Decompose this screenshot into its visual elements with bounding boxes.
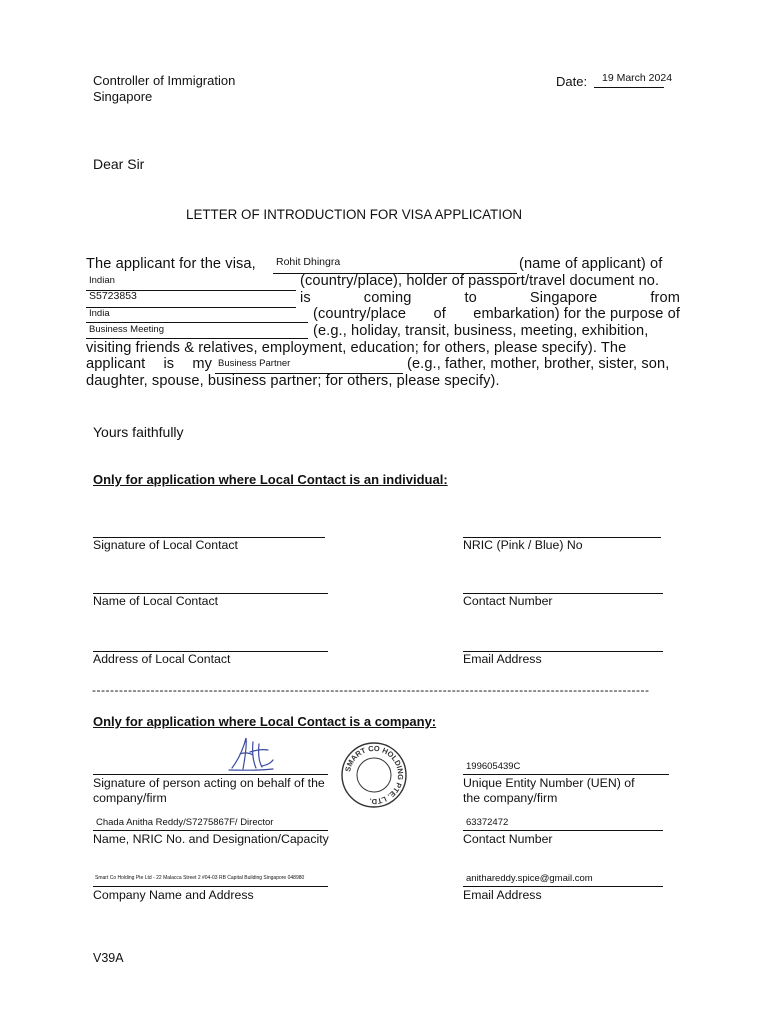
uen-value[interactable]: 199605439C [466, 761, 521, 772]
local-name-label: Name of Local Contact [93, 594, 219, 608]
para-text: (name of applicant) of [519, 256, 663, 272]
para-word: of [433, 306, 446, 322]
company-name-line[interactable] [93, 886, 328, 887]
uen-label-2: the company/firm [463, 791, 558, 805]
para-text: The applicant for the visa, [86, 256, 256, 272]
salutation: Dear Sir [93, 156, 145, 172]
para-line-3 [300, 290, 680, 306]
para-word: from [650, 290, 680, 306]
para-word: is [300, 290, 311, 306]
relationship-value[interactable]: Business Partner [218, 358, 291, 369]
name-nric-value[interactable]: Chada Anitha Reddy/S7275867F/ Director [96, 817, 274, 828]
embarkation-underline [86, 322, 308, 323]
company-signature-label-2: company/firm [93, 791, 167, 805]
para-word: (country/place [313, 306, 407, 322]
company-contact-line[interactable] [463, 830, 663, 831]
company-signature-line[interactable] [93, 774, 328, 775]
para-word: Singapore [529, 290, 598, 306]
company-email-value[interactable]: anithareddy.spice@gmail.com [466, 873, 593, 884]
uen-label-1: Unique Entity Number (UEN) of [463, 776, 635, 790]
company-stamp [339, 740, 409, 810]
local-signature-label: Signature of Local Contact [93, 538, 238, 552]
country-value[interactable]: Indian [89, 275, 115, 286]
name-nric-line[interactable] [93, 830, 328, 831]
uen-line[interactable] [463, 774, 669, 775]
local-contact-label: Contact Number [463, 594, 553, 608]
company-email-line[interactable] [463, 886, 663, 887]
individual-section-heading: Only for application where Local Contact is an individual: [93, 472, 448, 487]
form-code: V39A [93, 951, 124, 965]
applicant-name-value[interactable]: Rohit Dhingra [276, 256, 341, 268]
para-text: (e.g., holiday, transit, business, meeting, exhibition, [313, 323, 649, 339]
addressee-line-2: Singapore [93, 89, 153, 104]
company-signature-label-1: Signature of person acting on behalf of the [93, 776, 325, 790]
para-text: (e.g., father, mother, brother, sister, son, [407, 356, 670, 372]
nric-label: NRIC (Pink / Blue) No [463, 538, 583, 552]
company-section-heading: Only for application where Local Contact is a company: [93, 714, 437, 729]
para-word: applicant [86, 356, 146, 372]
company-contact-value[interactable]: 63372472 [466, 817, 509, 828]
passport-underline [86, 307, 296, 308]
company-name-label: Company Name and Address [93, 888, 254, 902]
purpose-underline [86, 338, 308, 339]
signature-mark [226, 732, 276, 776]
para-text: (country/place), holder of passport/travel document no. [300, 273, 660, 289]
company-name-address-value[interactable]: Smart Co Holding Pte Ltd - 22 Malacca Street 2 #04-03 RB Capital Building Singapore 048980 [95, 875, 305, 881]
para-line-6: visiting friends & relatives, employment, education; for others, please specify). The [86, 340, 627, 356]
local-email-label: Email Address [463, 652, 542, 666]
para-word: to [464, 290, 477, 306]
passport-value[interactable]: S5723853 [89, 290, 137, 302]
para-word: coming [363, 290, 412, 306]
purpose-value[interactable]: Business Meeting [89, 324, 164, 335]
closing: Yours faithfully [93, 424, 184, 440]
company-email-label: Email Address [463, 888, 542, 902]
name-nric-label: Name, NRIC No. and Designation/Capacity [93, 832, 329, 846]
stamp-text: SMART CO HOLDING PTE. LTD. [343, 743, 406, 807]
para-line-8: daughter, spouse, business partner; for others, please specify). [86, 373, 500, 389]
letter-title: LETTER OF INTRODUCTION FOR VISA APPLICATION [186, 207, 523, 222]
date-label: Date: [556, 74, 588, 89]
local-address-label: Address of Local Contact [93, 652, 231, 666]
para-word: my [192, 356, 212, 372]
para-line-4 [313, 306, 680, 322]
date-underline [594, 87, 664, 88]
embarkation-value[interactable]: India [89, 308, 110, 319]
date-value[interactable]: 19 March 2024 [602, 72, 673, 84]
addressee-line-1: Controller of Immigration [93, 73, 236, 88]
para-word: embarkation) for the purpose of [473, 306, 680, 322]
company-contact-label: Contact Number [463, 832, 553, 846]
section-divider: ---------------------------------------------------------------------------------------------------------------------------- [92, 683, 650, 697]
para-line-7 [86, 356, 212, 372]
para-word: is [163, 356, 175, 372]
